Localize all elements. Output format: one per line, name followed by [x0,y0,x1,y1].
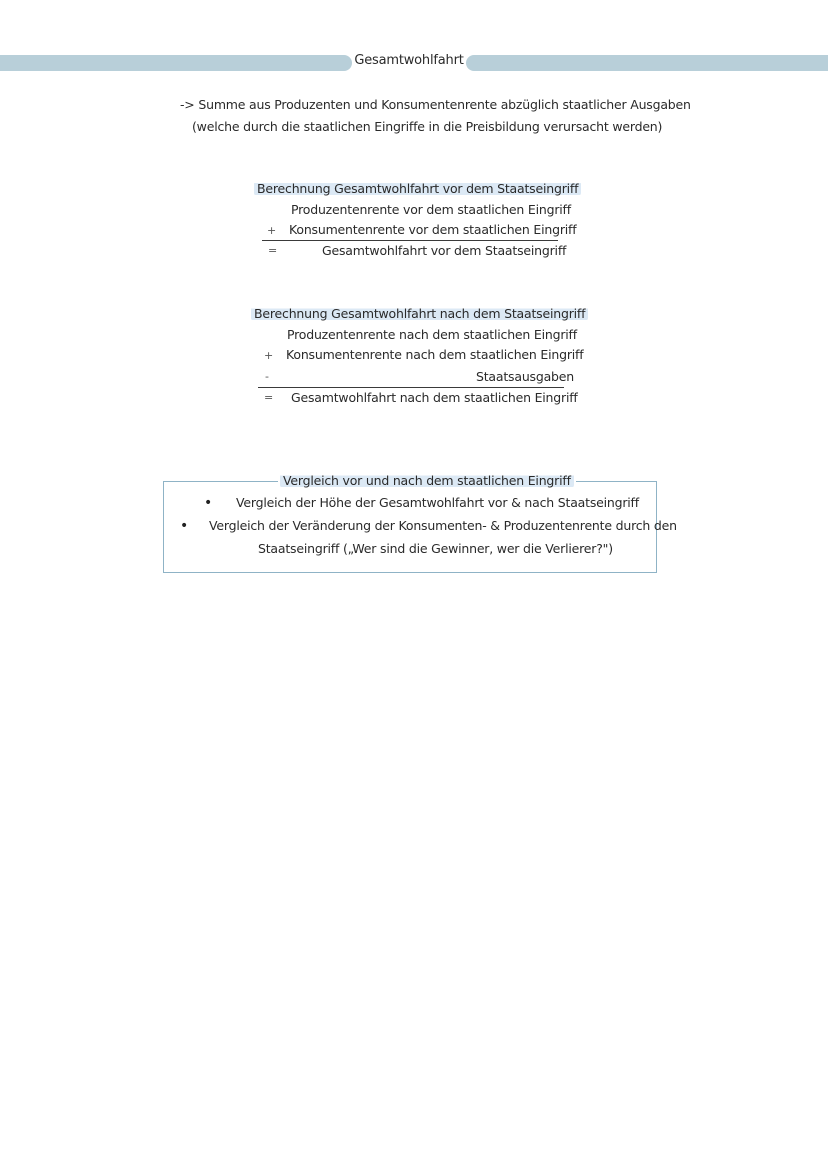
title-band-right [466,55,828,71]
calc-before-consumer-row: Konsumentenrente vor dem staatlichen Eingriff [289,222,577,237]
comparison-item-2-line-2: Staatseingriff („Wer sind die Gewinner, wer die Verlierer?") [258,541,613,556]
calc-before-producer-row: Produzentenrente vor dem staatlichen Eingriff [291,202,571,217]
equals-sign: = [268,244,278,257]
bullet-icon: • [180,518,189,534]
comparison-item-2-line-1: Vergleich der Veränderung der Konsumenten- & Produzentenrente durch den [209,518,677,533]
calc-after-heading: Berechnung Gesamtwohlfahrt nach dem Staatseingriff [251,306,588,321]
plus-sign: + [264,349,274,362]
comparison-title: Vergleich vor und nach dem staatlichen Eingriff [278,473,576,488]
comparison-item-1: Vergleich der Höhe der Gesamtwohlfahrt vor & nach Staatseingriff [236,495,639,510]
page-title: Gesamtwohlfahrt [354,53,464,68]
sum-line [262,240,558,241]
bullet-icon: • [204,495,213,511]
sum-line [258,387,564,388]
title-band-left [0,55,352,71]
calc-before-heading: Berechnung Gesamtwohlfahrt vor dem Staatseingriff [254,181,581,196]
calc-after-consumer-row: Konsumentenrente nach dem staatlichen Eingriff [286,347,584,362]
plus-sign: + [267,224,277,237]
equals-sign: = [264,391,274,404]
calc-after-state-expenses-row: Staatsausgaben [476,369,575,384]
calc-after-result: Gesamtwohlfahrt nach dem staatlichen Eingriff [291,390,578,405]
minus-sign: - [265,370,269,383]
definition-line-2: (welche durch die staatlichen Eingriffe in die Preisbildung verursacht werden) [192,119,663,134]
calc-before-result: Gesamtwohlfahrt vor dem Staatseingriff [322,243,567,258]
definition-line-1: -> Summe aus Produzenten und Konsumentenrente abzüglich staatlicher Ausgaben [180,97,691,112]
calc-after-producer-row: Produzentenrente nach dem staatlichen Eingriff [287,327,577,342]
